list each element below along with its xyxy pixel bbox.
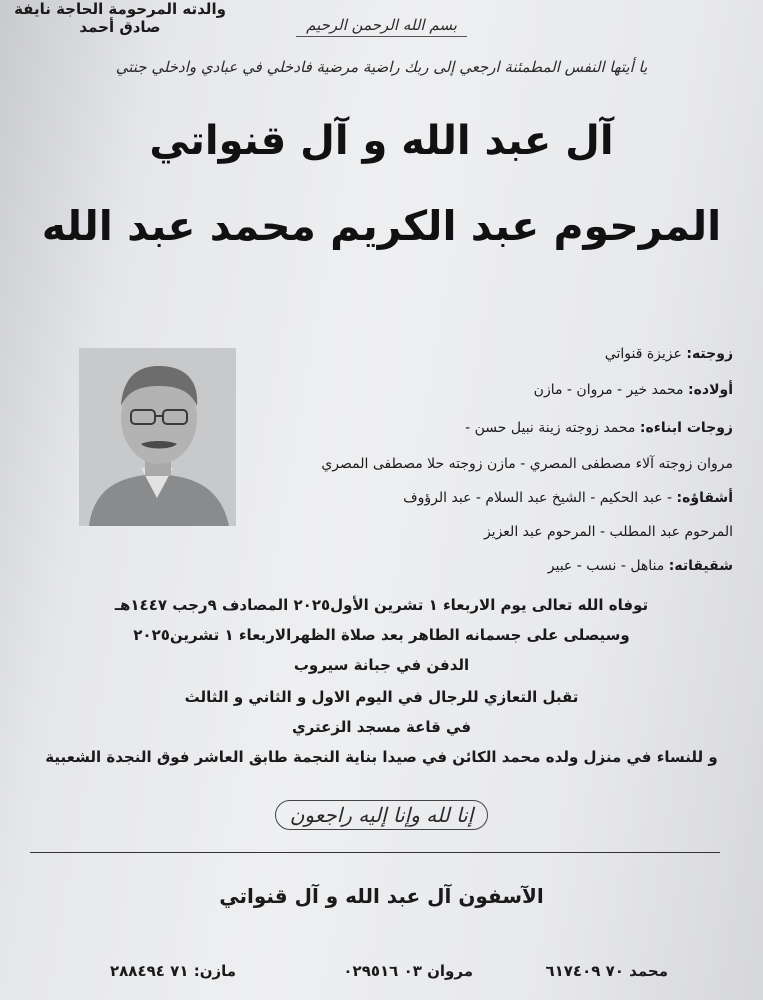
contact-mazen-phone: ٧١ ٢٨٨٤٩٤ xyxy=(110,962,189,980)
contact-mohammad-phone: ٧٠ ٦١٧٤٠٩ xyxy=(545,962,624,980)
sons-wives-row-2 xyxy=(253,456,733,472)
burial-line: الدفن في جبانة سيروب xyxy=(293,656,470,674)
wife-value: عزيزة قنواتي xyxy=(604,346,682,362)
brothers-value-2: المرحوم عبد المطلب - المرحوم عبد العزيز xyxy=(483,524,733,540)
brothers-value-1: - عبد الحكيم - الشيخ عبد السلام - عبد الرؤوف xyxy=(403,490,673,506)
basmala-calligraphy: بسم الله الرحمن الرحيم xyxy=(0,14,763,37)
sisters-label: شقيقاته: xyxy=(668,558,733,574)
family-title: آل عبد الله و آل قنواتي xyxy=(149,118,614,164)
wife-label: زوجته: xyxy=(686,346,733,362)
condolences-venue: في قاعة مسجد الزعتري xyxy=(291,718,472,736)
death-announcement: توفاه الله تعالى يوم الاربعاء ١ تشرين الأول٢٠٢٥ المصادف ٩رجب ١٤٤٧هـ xyxy=(114,596,649,614)
wife-row xyxy=(253,346,733,362)
sons-wives-row xyxy=(253,420,733,436)
contact-mohammad xyxy=(545,962,668,980)
sons-label: أولاده: xyxy=(688,382,733,398)
contact-mazen-label: مازن: xyxy=(193,962,237,980)
mother-line: والدته المرحومة الحاجة نايفة صادق أحمد xyxy=(14,0,226,36)
sisters-value: مناهل - نسب - عبير xyxy=(547,558,665,574)
prayer-announcement: وسيصلى على جسمانه الطاهر بعد صلاة الظهرالاربعاء ١ تشرين٢٠٢٥ xyxy=(133,626,630,644)
sons-wives-value-1: محمد زوجته زينة نبيل حسن - xyxy=(465,420,636,436)
sons-row xyxy=(253,382,733,398)
signature-line: الآسفون آل عبد الله و آل قنواتي xyxy=(219,884,544,908)
sons-wives-value-2: مروان زوجته آلاء مصطفى المصري - مازن زوجته حلا مصطفى المصري xyxy=(321,456,733,472)
contact-marwan-phone: ٠٣ ٠٢٩٥١٦ xyxy=(343,962,422,980)
contact-mohammad-label: محمد xyxy=(629,962,668,980)
separator-line xyxy=(30,852,720,853)
deceased-name: المرحوم عبد الكريم محمد عبد الله xyxy=(41,202,722,250)
brothers-label: أشقاؤه: xyxy=(676,490,733,506)
condolences-women: و للنساء في منزل ولده محمد الكائن في صيدا بناية النجمة طابق العاشر فوق النجدة الشعبية xyxy=(45,748,718,766)
contact-mazen xyxy=(110,962,236,980)
brothers-row xyxy=(253,490,733,506)
contact-marwan-label: مروان xyxy=(427,962,473,980)
sons-value: محمد خير - مروان - مازن xyxy=(533,382,684,398)
closing-verse-calligraphy: إنا لله وإنا إليه راجعون xyxy=(0,800,763,830)
brothers-row-2 xyxy=(253,524,733,540)
contact-marwan xyxy=(343,962,473,980)
condolences-men: تقبل التعازي للرجال في اليوم الاول و الثاني و الثالث xyxy=(184,688,579,706)
sons-wives-label: زوجات ابناءه: xyxy=(639,420,733,436)
sisters-row xyxy=(253,558,733,574)
quran-verse: يا أيتها النفس المطمئنة ارجعي إلى ربك راضية مرضية فادخلي في عبادي وادخلي جنتي xyxy=(115,58,648,76)
deceased-photo xyxy=(79,348,236,526)
